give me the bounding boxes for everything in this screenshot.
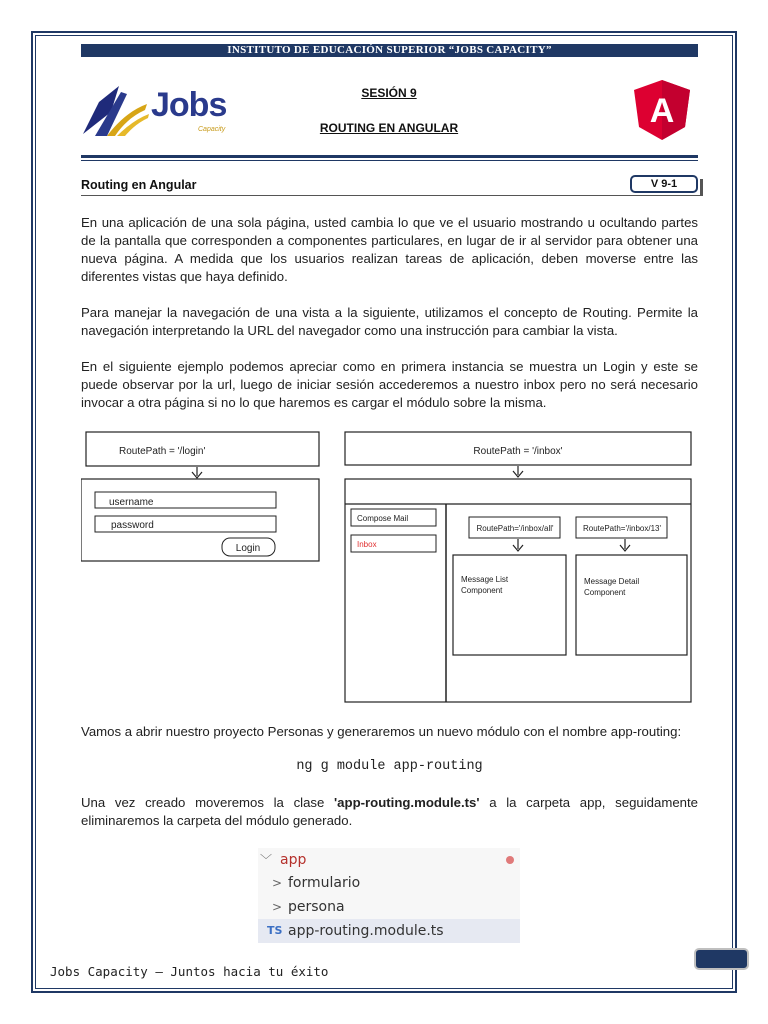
cli-command: ng g module app-routing — [296, 759, 483, 774]
move-file-text-pre: Una vez creado moveremos la clase — [81, 795, 335, 810]
compose-mail-label: Compose Mail — [357, 514, 409, 523]
folder-label-persona: persona — [288, 899, 345, 915]
header-divider-thin — [81, 160, 698, 161]
chevron-right-icon: > — [272, 900, 283, 914]
explorer-folder-app[interactable] — [258, 848, 520, 872]
angular-logo-icon — [634, 80, 690, 140]
message-detail-label-1: Message Detail — [584, 577, 640, 586]
login-button-label: Login — [235, 543, 261, 554]
message-list-label-2: Component — [461, 586, 503, 595]
paragraph-routing: Para manejar la navegación de una vista a la siguiente, utilizamos el concepto de Routing. Permite la navegación interpretando la URL del navegador como una instrucción para cambiar la vista. — [81, 305, 698, 338]
folder-label-formulario: formulario — [288, 875, 361, 891]
message-list-box — [453, 555, 566, 655]
password-label: password — [111, 520, 154, 531]
page-badge — [694, 948, 749, 970]
angular-letter: A — [649, 92, 675, 130]
paragraph-example: En el siguiente ejemplo podemos apreciar como en primera instancia se muestra un Login y este se puede observar por la url, luego de iniciar sesión accederemos a nuestro inbox pero no será necesario invocar a otra página si no lo que haremos es cargar el módulo sobre la misma. — [81, 359, 698, 410]
section-divider — [81, 195, 703, 196]
move-file-filename: 'app-routing.module.ts' — [334, 795, 480, 810]
modified-dot-icon — [506, 856, 514, 864]
version-badge: V 9-1 — [630, 175, 698, 193]
route-all-label: RoutePath='/inbox/all' — [476, 524, 554, 533]
username-label: username — [109, 497, 154, 508]
file-label-app-routing: app-routing.module.ts — [288, 923, 444, 939]
paragraph-intro: En una aplicación de una sola página, usted cambia lo que ve el usuario mostrando u ocultando partes de la pantalla que corresponden a componentes particulares, en lugar de ir al servidor para obtener una nueva página. A medida que los usuarios realizan tareas de aplicación, deben moverse entre las diferentes vistas que haya definido. — [81, 215, 698, 284]
topic-title: ROUTING EN ANGULAR — [319, 121, 459, 135]
file-explorer — [258, 848, 520, 942]
inbox-label: Inbox — [357, 540, 377, 549]
routing-diagram — [81, 428, 698, 708]
logo-wordmark: Jobs — [151, 86, 227, 124]
footer-slogan: Jobs Capacity – Juntos hacia tu éxito — [50, 964, 329, 979]
version-badge-shadow — [700, 179, 703, 195]
explorer-folder-persona[interactable] — [258, 895, 520, 919]
explorer-file-app-routing[interactable] — [258, 919, 520, 943]
move-file-text-post: a la carpeta app, seguidamente eliminaremos la carpeta del módulo generado. — [81, 795, 698, 828]
message-detail-label-2: Component — [584, 588, 626, 597]
route-13-label: RoutePath='/inbox/13' — [583, 524, 661, 533]
paragraph-move-file — [81, 794, 698, 830]
folder-label-app: app — [280, 852, 307, 868]
section-title: Routing en Angular — [81, 178, 197, 192]
explorer-folder-formulario[interactable] — [258, 871, 520, 895]
chevron-down-icon: ﹀ — [260, 853, 273, 867]
institute-banner: INSTITUTO DE EDUCACIÓN SUPERIOR “JOBS CAPACITY” — [81, 44, 698, 57]
chevron-right-icon: > — [272, 876, 283, 890]
message-detail-box — [576, 555, 687, 655]
typescript-file-icon: TS — [267, 924, 283, 937]
login-route-label: RoutePath = '/login' — [119, 446, 206, 457]
session-title: SESIÓN 9 — [361, 86, 417, 100]
arrow-down-icon — [513, 466, 523, 477]
header-divider — [81, 155, 698, 158]
paragraph-open-project: Vamos a abrir nuestro proyecto Personas y generaremos un nuevo módulo con el nombre app-routing: — [81, 724, 682, 739]
inbox-route-label: RoutePath = '/inbox' — [473, 446, 563, 457]
message-list-label-1: Message List — [461, 575, 509, 584]
logo-subtitle: Capacity — [198, 126, 226, 133]
arrow-down-icon — [192, 467, 202, 478]
